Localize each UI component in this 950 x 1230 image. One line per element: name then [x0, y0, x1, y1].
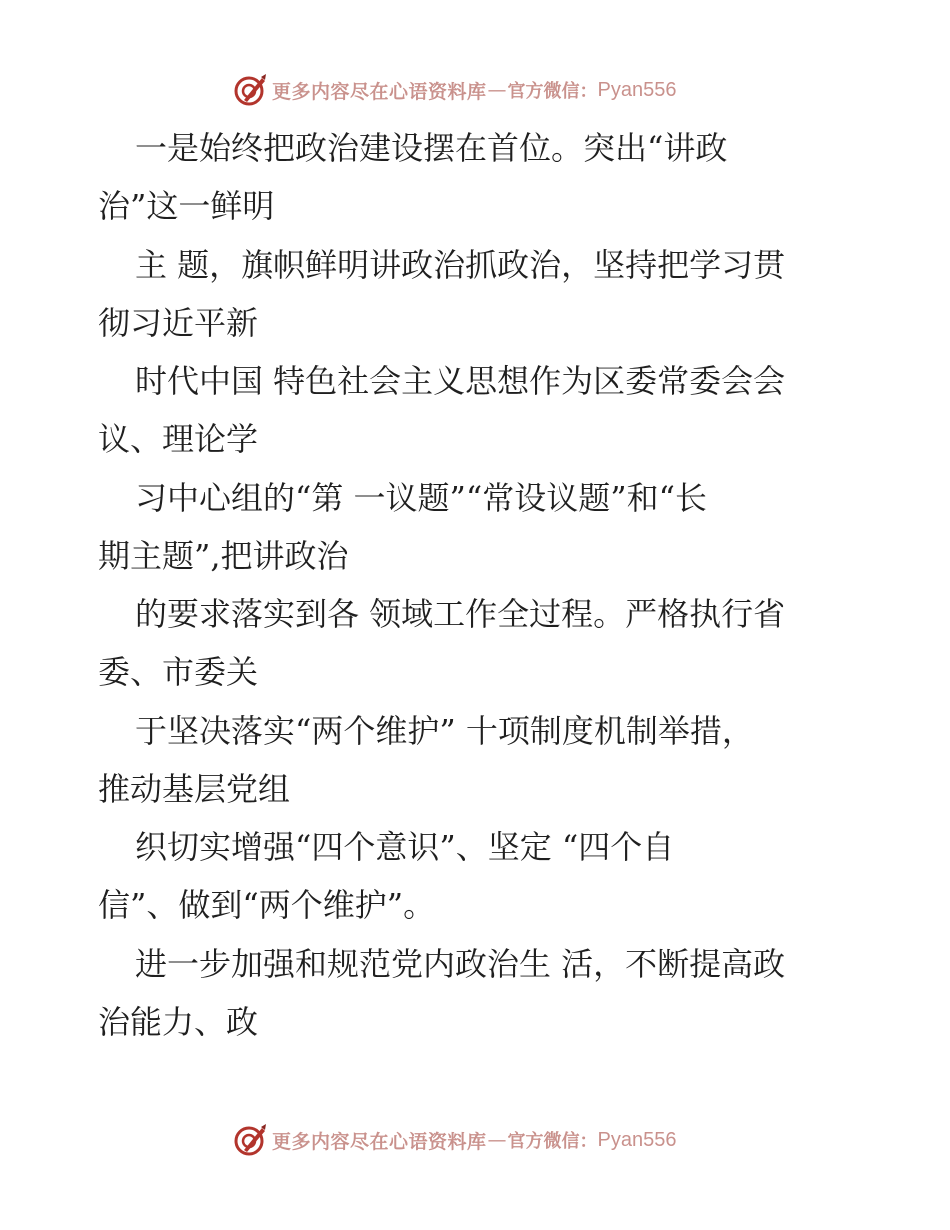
- body-line-1: 一是始终把政治建设摆在首位。突出“讲政: [135, 129, 728, 167]
- header-banner-dash: —: [487, 79, 507, 101]
- header-watermark-banner: [232, 70, 676, 110]
- body-line-12: 推动基层党组: [98, 770, 291, 808]
- footer-watermark-banner: [232, 1120, 676, 1160]
- body-line-13: 织切实增强“四个意识”、坚定 “四个自: [135, 828, 675, 866]
- body-line-5: 时代中国 特色社会主义思想作为区委常委会会: [135, 362, 786, 400]
- header-wechat-label: 官方微信：: [507, 81, 598, 102]
- footer-banner-text: 更多内容尽在心语资料库: [272, 1130, 487, 1153]
- body-line-6: 议、理论学: [98, 420, 259, 458]
- body-line-3: 主 题，旗帜鲜明讲政治抓政治，坚持把学习贯: [135, 246, 786, 284]
- body-line-10: 委、市委关: [98, 653, 259, 691]
- body-line-2: 治”这一鲜明: [98, 187, 275, 225]
- body-line-9: 的要求落实到各 领域工作全过程。严格执行省: [135, 595, 786, 633]
- header-wechat-id: Pyan556: [597, 78, 677, 101]
- quill-logo-icon: [232, 72, 268, 108]
- footer-wechat-label: 官方微信：: [507, 1131, 598, 1152]
- body-line-7: 习中心组的“第 一议题”“常设议题”和“长: [135, 479, 707, 517]
- body-line-14: 信”、做到“两个维护”。: [98, 886, 436, 924]
- body-line-16: 治能力、政: [98, 1003, 259, 1041]
- quill-logo-icon: [232, 1122, 268, 1158]
- body-line-8: 期主题”,把讲政治: [98, 537, 349, 575]
- header-banner-text: 更多内容尽在心语资料库: [272, 80, 487, 103]
- footer-banner-dash: —: [487, 1129, 507, 1151]
- body-line-15: 进一步加强和规范党内政治生 活，不断提高政: [135, 945, 786, 983]
- body-line-11: 于坚决落实“两个维护” 十项制度机制举措，: [135, 712, 754, 750]
- body-line-4: 彻习近平新: [98, 304, 259, 342]
- footer-wechat-id: Pyan556: [597, 1128, 677, 1151]
